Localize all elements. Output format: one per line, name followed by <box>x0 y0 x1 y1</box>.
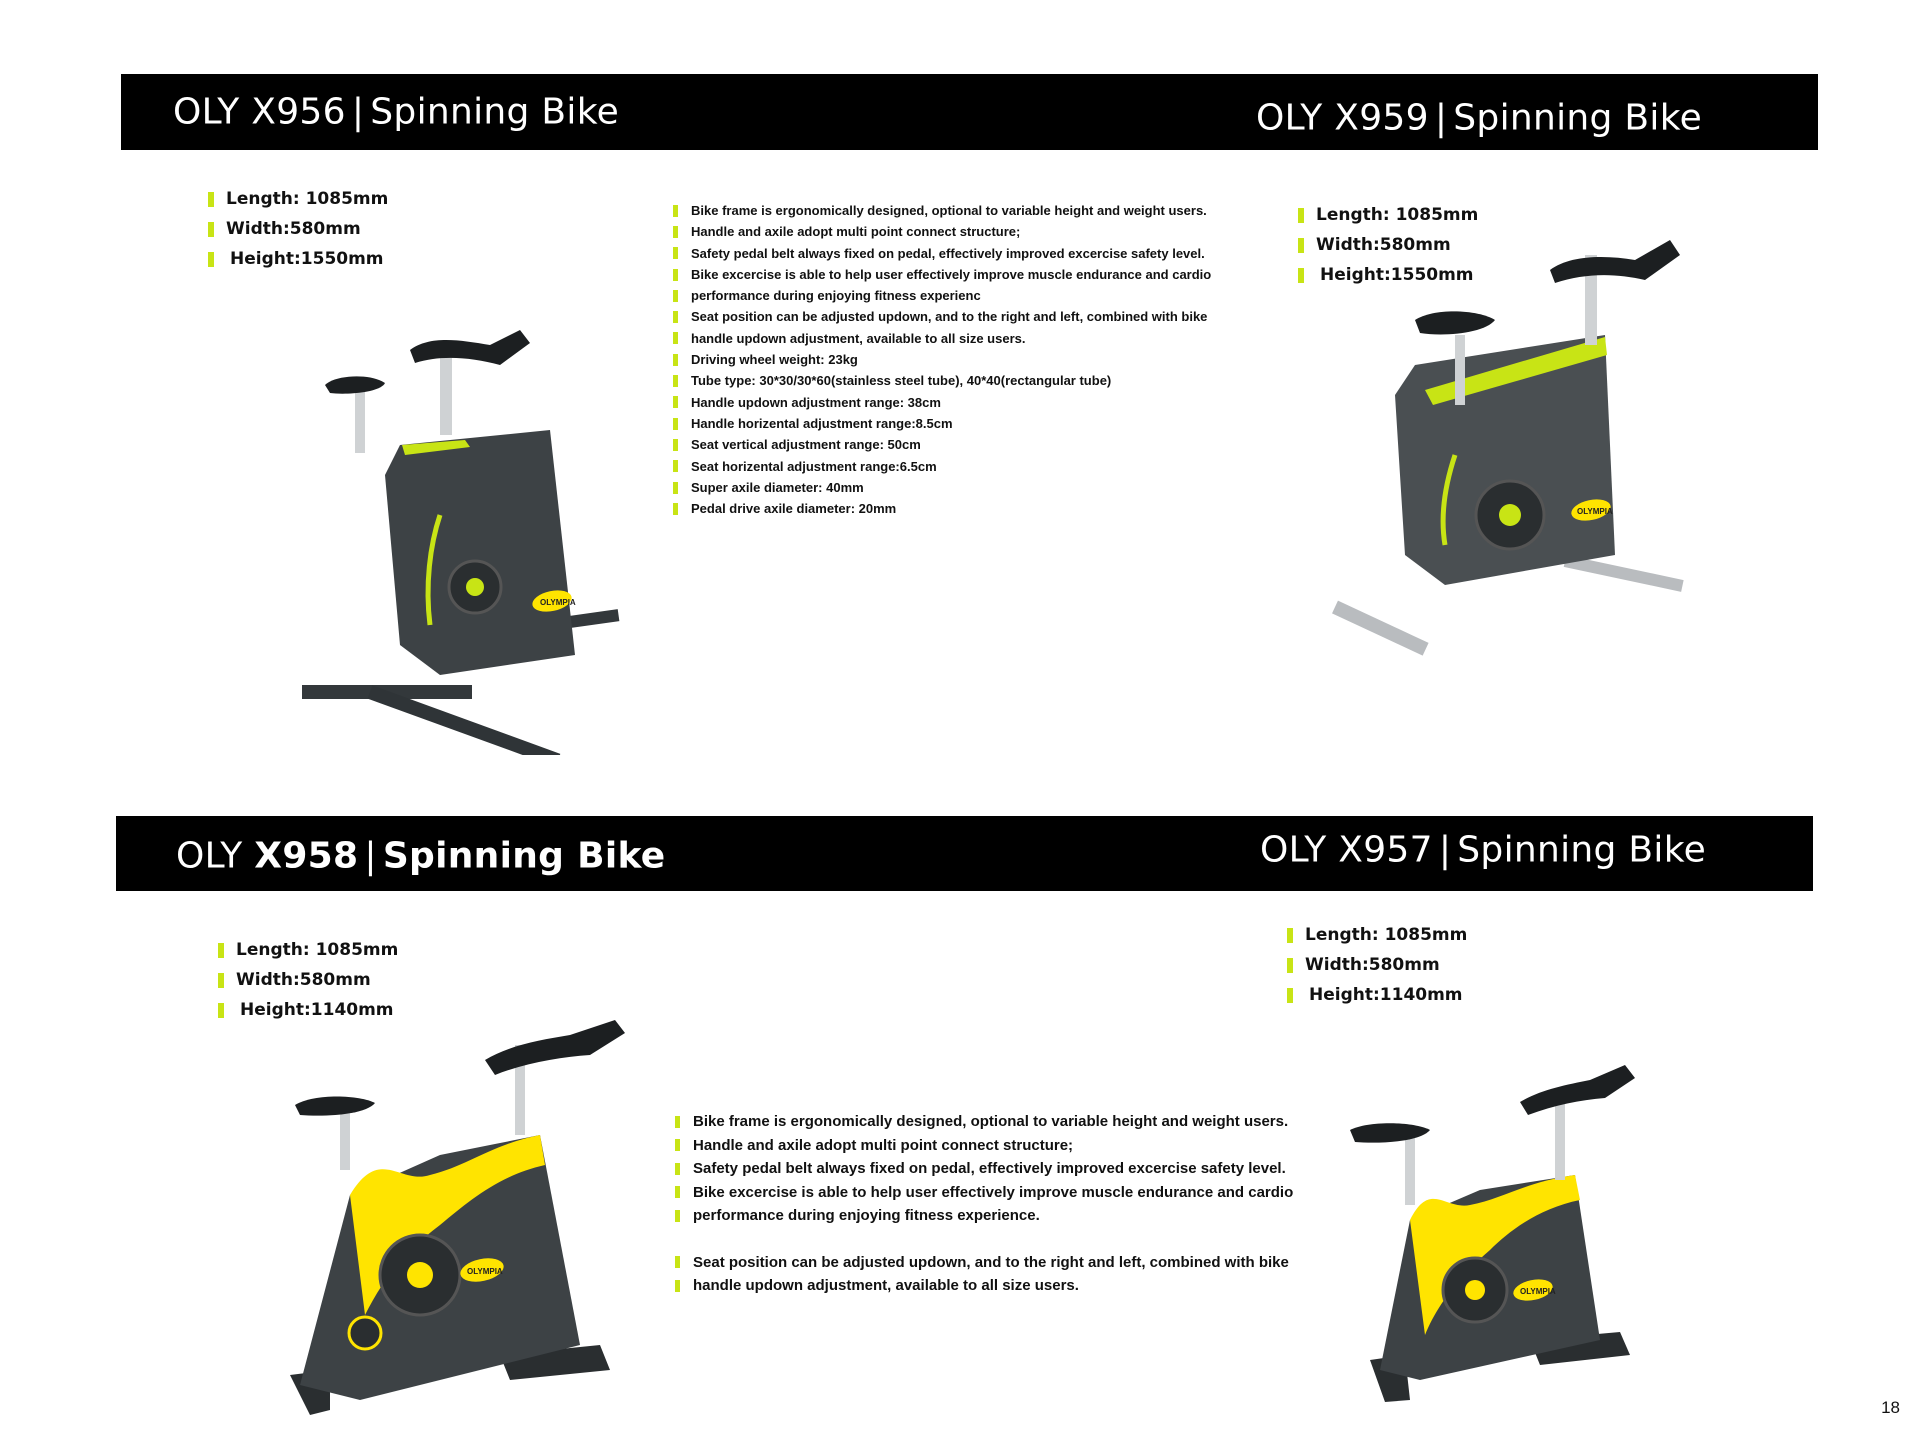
specs-x957 <box>1287 920 1467 1010</box>
feature-item: Bike frame is ergonomically designed, optional to variable height and weight users. <box>673 200 1211 221</box>
features-bottom <box>675 1110 1293 1298</box>
specs-x956 <box>208 184 388 274</box>
spec-length: Length: 1085mm <box>208 184 388 214</box>
feature-item: Handle horizental adjustment range:8.5cm <box>673 413 1211 434</box>
spec-height: Height:1140mm <box>218 995 398 1025</box>
spec-length: Length: 1085mm <box>1298 200 1478 230</box>
feature-item: Seat vertical adjustment range: 50cm <box>673 434 1211 455</box>
specs-x958 <box>218 935 398 1025</box>
spec-height: Height:1550mm <box>208 244 388 274</box>
feature-item: Seat position can be adjusted updown, and to the right and left, combined with bike <box>675 1251 1293 1275</box>
features-top <box>673 200 1211 519</box>
spec-length: Length: 1085mm <box>218 935 398 965</box>
spec-width: Width:580mm <box>208 214 388 244</box>
feature-item: handle updown adjustment, available to all size users. <box>673 328 1211 349</box>
feature-item: handle updown adjustment, available to all size users. <box>675 1274 1293 1298</box>
spec-height: Height:1550mm <box>1298 260 1478 290</box>
spec-width: Width:580mm <box>218 965 398 995</box>
feature-item: Bike excercise is able to help user effectively improve muscle endurance and cardio <box>675 1181 1293 1205</box>
feature-item: Driving wheel weight: 23kg <box>673 349 1211 370</box>
brand-logo: OLYMPIA <box>540 598 576 607</box>
brand-logo: OLYMPIA <box>1577 507 1613 516</box>
feature-item: Safety pedal belt always fixed on pedal, effectively improved excercise safety level. <box>673 243 1211 264</box>
bottom-banner <box>116 816 1813 891</box>
page-number: 18 <box>1881 1398 1900 1417</box>
feature-item: Pedal drive axile diameter: 20mm <box>673 498 1211 519</box>
product-title-x957: OLY X957 | Spinning Bike <box>1260 829 1707 871</box>
feature-item: Seat position can be adjusted updown, and to the right and left, combined with bike <box>673 306 1211 327</box>
feature-item: Seat horizental adjustment range:6.5cm <box>673 456 1211 477</box>
feature-item: Bike frame is ergonomically designed, optional to variable height and weight users. <box>675 1110 1293 1134</box>
bike-image-x956 <box>290 325 640 755</box>
spec-width: Width:580mm <box>1287 950 1467 980</box>
feature-item: Tube type: 30*30/30*60(stainless steel tube), 40*40(rectangular tube) <box>673 370 1211 391</box>
feature-item: Bike excercise is able to help user effectively improve muscle endurance and cardio <box>673 264 1211 285</box>
brand-logo: OLYMPIA <box>1520 1287 1556 1296</box>
feature-item: Super axile diameter: 40mm <box>673 477 1211 498</box>
spec-length: Length: 1085mm <box>1287 920 1467 950</box>
top-banner <box>121 74 1818 150</box>
spec-height: Height:1140mm <box>1287 980 1467 1010</box>
product-title-x956: OLY X956 | Spinning Bike <box>173 91 620 133</box>
bike-image-x958 <box>270 1015 640 1425</box>
feature-item: Handle and axile adopt multi point connect structure; <box>673 221 1211 242</box>
bike-image-x959 <box>1315 225 1715 685</box>
product-title-x959: OLY X959 | Spinning Bike <box>1256 97 1703 139</box>
feature-item: performance during enjoying fitness experienc <box>673 285 1211 306</box>
feature-item: Handle updown adjustment range: 38cm <box>673 392 1211 413</box>
brand-logo: OLYMPIA <box>467 1267 503 1276</box>
feature-item: Handle and axile adopt multi point connect structure; <box>675 1134 1293 1158</box>
bike-image-x957 <box>1330 1050 1660 1410</box>
feature-item: Safety pedal belt always fixed on pedal, effectively improved excercise safety level. <box>675 1157 1293 1181</box>
feature-item: performance during enjoying fitness experience. <box>675 1204 1293 1228</box>
product-title-x958: OLY X958 | Spinning Bike <box>176 835 666 877</box>
spec-width: Width:580mm <box>1298 230 1478 260</box>
